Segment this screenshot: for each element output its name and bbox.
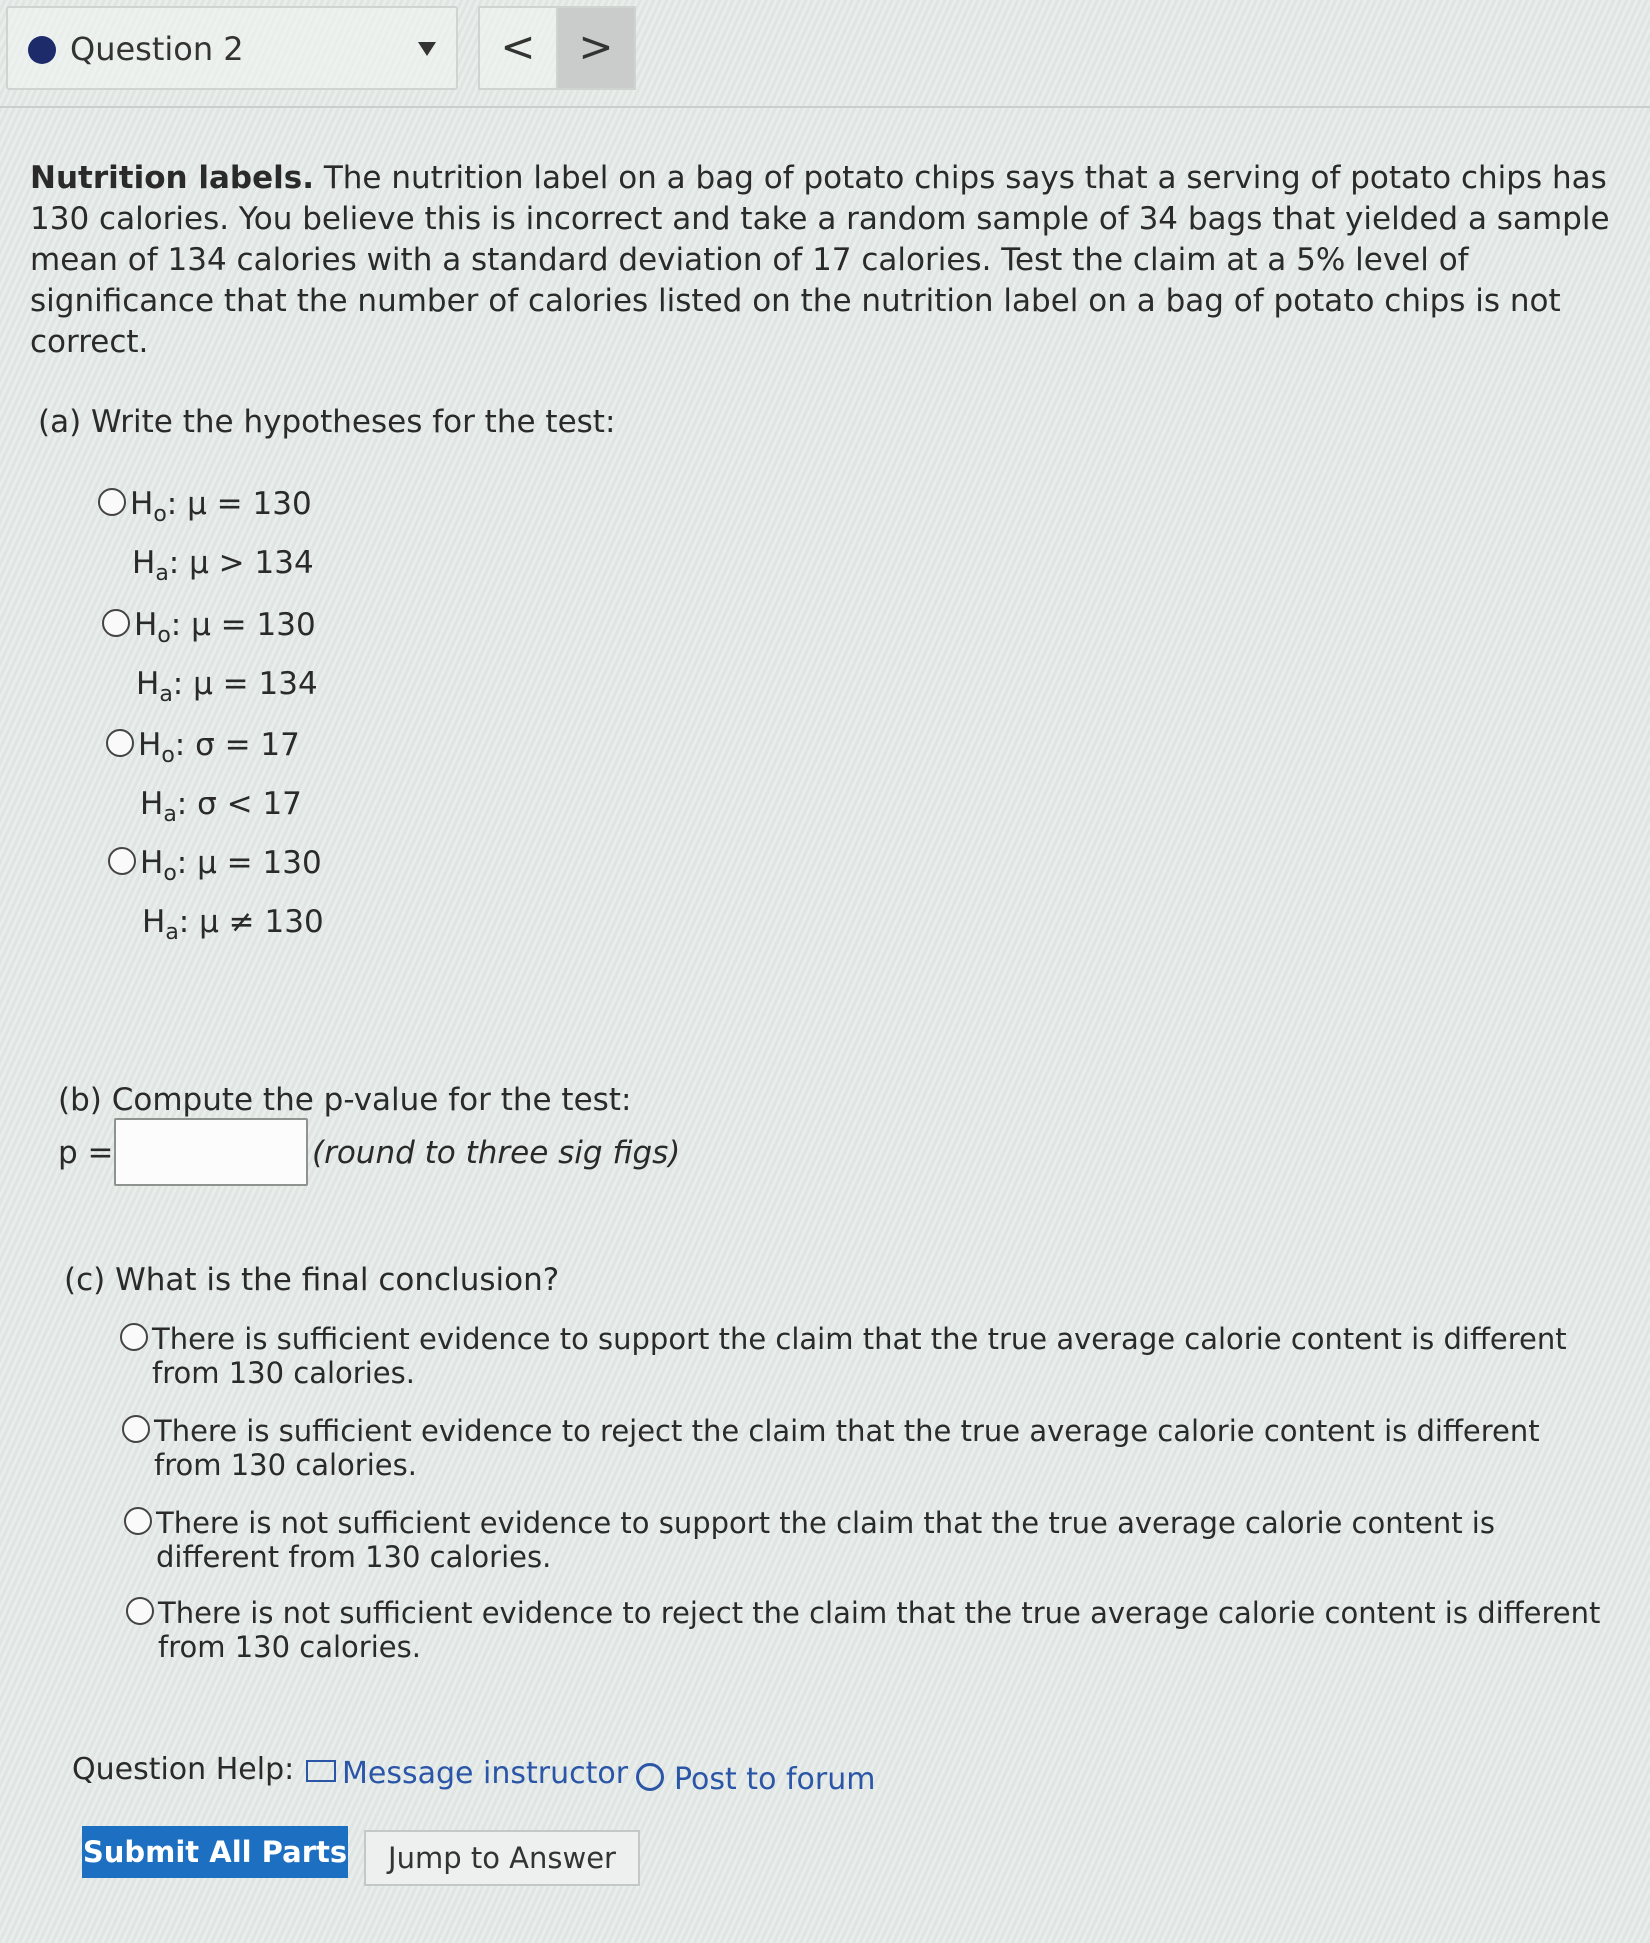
- h0-value: μ = 130: [191, 607, 316, 643]
- conclusion-line-2: from 130 calories.: [154, 1448, 417, 1482]
- radio-icon[interactable]: [126, 1597, 154, 1625]
- next-question-button[interactable]: >: [556, 6, 636, 90]
- jump-to-answer-button[interactable]: Jump to Answer: [364, 1830, 640, 1886]
- problem-statement: [30, 158, 1640, 363]
- hypothesis-option-3[interactable]: $H_o$: σ = 17 $H_a$: σ < 17: [106, 721, 302, 839]
- radio-icon[interactable]: [122, 1415, 150, 1443]
- previous-question-button[interactable]: <: [478, 6, 558, 90]
- conclusion-line-2: from 130 calories.: [152, 1356, 415, 1390]
- problem-text: The nutrition label on a bag of potato chips says that a serving of potato chips has 130 calories. You believe this is incorrect and take a random sample of 34 bags that yielded a sample mean of 134 calories with a standard deviation of 17 calories. Test the claim at a 5% level of significance that the number of calories listed on the nutrition label on a bag of potato chips is not correct.: [30, 160, 1610, 360]
- question-help-label: Question Help:: [72, 1752, 295, 1787]
- part-a-prompt: (a) Write the hypotheses for the test:: [38, 404, 616, 440]
- h0-value: μ = 130: [187, 486, 312, 522]
- conclusion-line-1: There is not sufficient evidence to reject the claim that the true average calorie content is different: [158, 1596, 1601, 1630]
- problem-title: Nutrition labels.: [30, 160, 314, 196]
- hypothesis-option-4[interactable]: $H_o$: μ = 130 $H_a$: μ ≠ 130: [108, 839, 324, 957]
- post-to-forum-label: Post to forum: [674, 1762, 876, 1797]
- conclusion-option-3[interactable]: [124, 1506, 1495, 1574]
- question-label: Question 2: [70, 30, 244, 68]
- radio-icon[interactable]: [120, 1323, 148, 1351]
- h0-value: μ = 130: [197, 845, 322, 881]
- submit-all-parts-button[interactable]: Submit All Parts: [82, 1826, 348, 1878]
- ha-value: μ = 134: [193, 666, 318, 703]
- question-status-dot-icon: [28, 36, 56, 64]
- radio-icon[interactable]: [124, 1507, 152, 1535]
- message-instructor-link[interactable]: [306, 1756, 628, 1791]
- hypothesis-option-2[interactable]: $H_o$: μ = 130 $H_a$: μ = 134: [102, 601, 318, 719]
- hypothesis-option-1[interactable]: $H_o$: μ = 130 $H_a$: μ > 134: [98, 480, 314, 598]
- conclusion-line-1: There is sufficient evidence to support the claim that the true average calorie content is different: [152, 1322, 1567, 1356]
- question-selector[interactable]: [6, 6, 458, 90]
- h0-value: σ = 17: [195, 727, 300, 763]
- part-c-prompt: (c) What is the final conclusion?: [64, 1262, 560, 1298]
- conclusion-line-1: There is sufficient evidence to reject the claim that the true average calorie content is different: [154, 1414, 1540, 1448]
- conclusion-line-1: There is not sufficient evidence to support the claim that the true average calorie content is: [156, 1506, 1495, 1540]
- conclusion-line-2: from 130 calories.: [158, 1630, 421, 1664]
- question-nav-bar: [0, 0, 1650, 108]
- dropdown-caret-icon: [418, 42, 436, 56]
- ha-value: μ ≠ 130: [199, 904, 324, 941]
- rounding-hint: (round to three sig figs): [312, 1135, 681, 1171]
- speech-bubble-icon: [636, 1763, 664, 1791]
- ha-value: μ > 134: [189, 545, 314, 582]
- radio-icon[interactable]: [102, 609, 130, 637]
- p-label: p =: [58, 1135, 114, 1171]
- p-value-input[interactable]: [114, 1118, 308, 1186]
- conclusion-option-1[interactable]: [120, 1322, 1567, 1390]
- envelope-icon: [306, 1760, 336, 1782]
- conclusion-line-2: different from 130 calories.: [156, 1540, 552, 1574]
- message-instructor-label: Message instructor: [342, 1756, 629, 1791]
- radio-icon[interactable]: [108, 847, 136, 875]
- radio-icon[interactable]: [98, 488, 126, 516]
- radio-icon[interactable]: [106, 729, 134, 757]
- part-b-prompt: (b) Compute the p-value for the test:: [58, 1082, 632, 1118]
- conclusion-option-4[interactable]: [126, 1596, 1600, 1664]
- post-to-forum-link[interactable]: [636, 1762, 875, 1797]
- ha-value: σ < 17: [197, 786, 302, 823]
- conclusion-option-2[interactable]: [122, 1414, 1540, 1482]
